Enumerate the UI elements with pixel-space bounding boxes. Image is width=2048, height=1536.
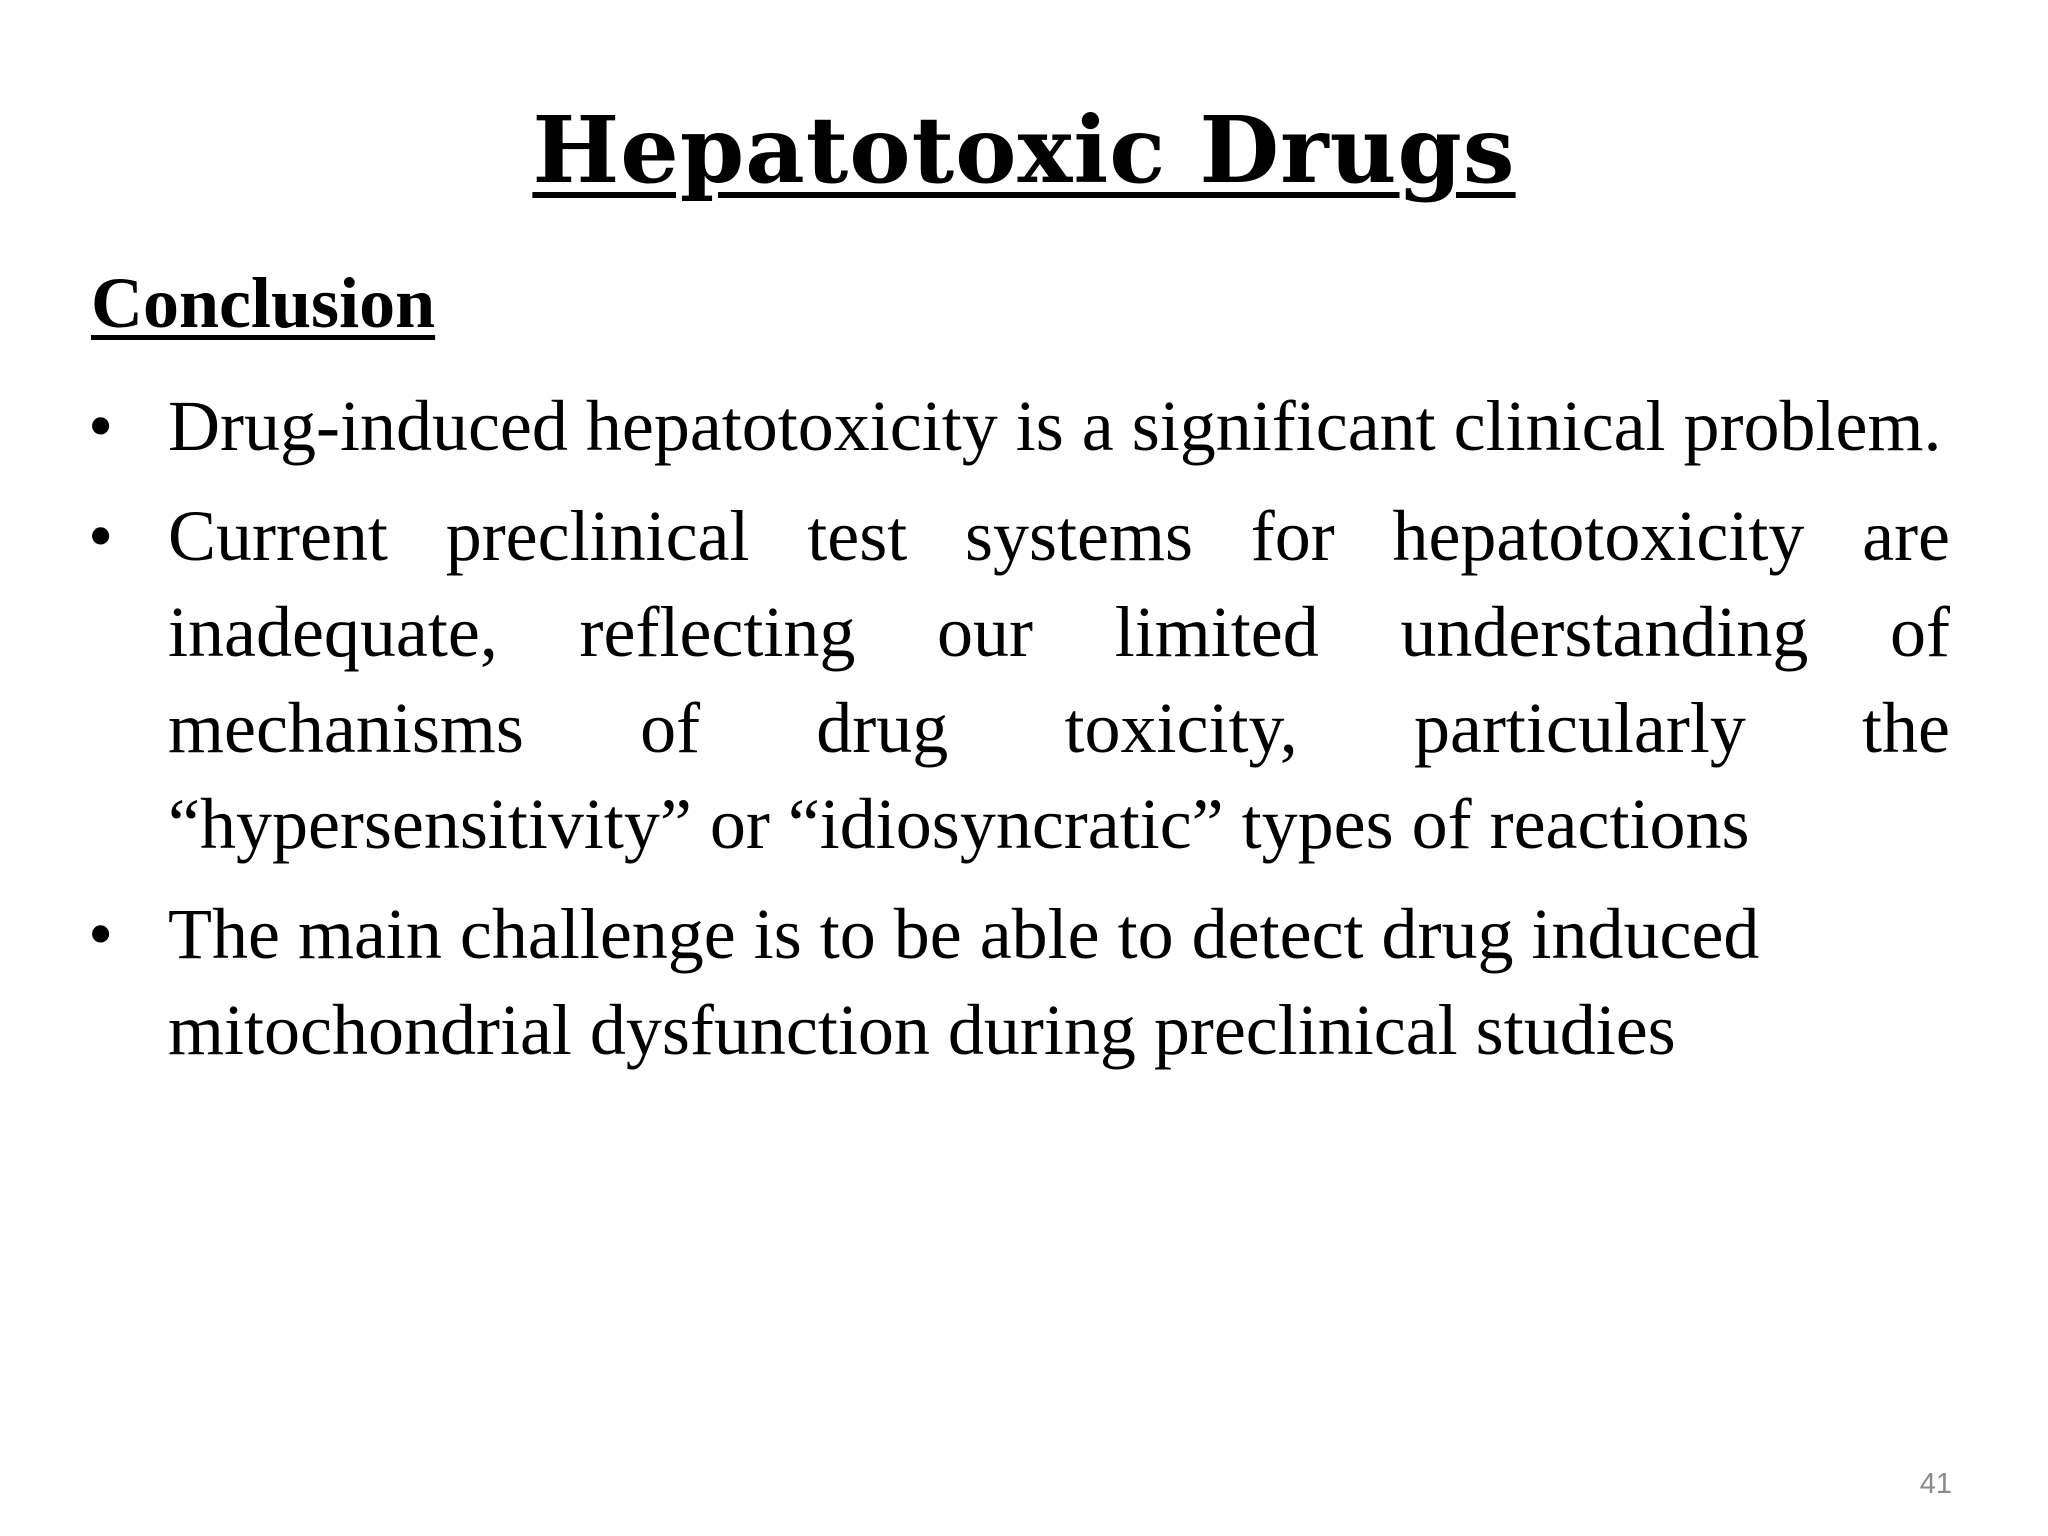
section-heading — [91, 262, 435, 345]
bullet-marker: • — [88, 496, 114, 576]
slide-title — [0, 98, 2048, 204]
bullet-marker: • — [88, 386, 114, 466]
bullet-marker: • — [88, 894, 114, 974]
bullet-list — [88, 378, 1950, 1092]
bullet-text: Drug-induced hepatotoxicity is a significant clinical problem. — [168, 386, 1942, 466]
bullet-text: Current preclinical test systems for hepatotoxicity are inadequate, reflecting our limited understanding of mechanisms of drug toxicity, particularly the “hypersensitivity” or “idiosyncratic” types of reactions — [168, 496, 1950, 864]
bullet-item — [88, 886, 1950, 1078]
slide-title-text: Hepatotoxic Drugs — [532, 96, 1516, 204]
section-heading-text: Conclusion — [91, 263, 436, 343]
bullet-item — [88, 488, 1950, 872]
bullet-text: The main challenge is to be able to detect drug induced mitochondrial dysfunction during preclinical studies — [168, 894, 1760, 1070]
page-number: 41 — [1919, 1468, 1952, 1500]
bullet-item — [88, 378, 1950, 474]
